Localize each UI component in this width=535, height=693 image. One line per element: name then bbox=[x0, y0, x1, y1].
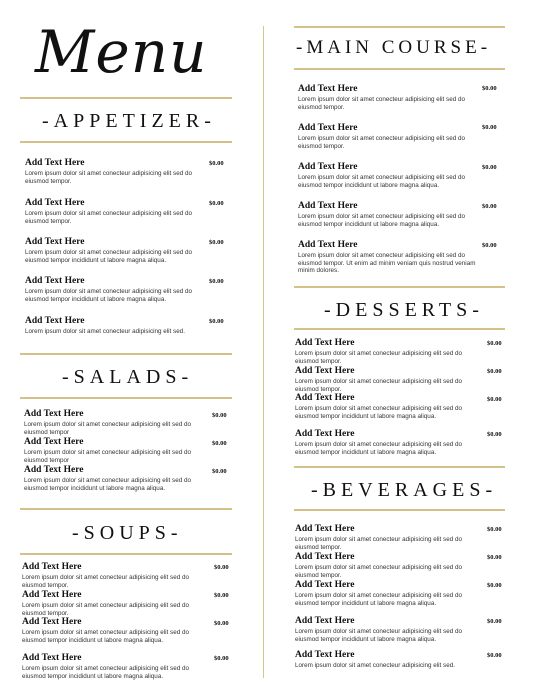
item-price: $0.00 bbox=[209, 278, 224, 285]
item-price: $0.00 bbox=[212, 440, 227, 447]
menu-item bbox=[25, 276, 205, 303]
menu-item bbox=[295, 393, 483, 420]
menu-item bbox=[22, 653, 210, 680]
item-description: Lorem ipsum dolor sit amet conecteur adipisicing elit sed do eiusmod tempor. bbox=[22, 574, 189, 589]
section-rule bbox=[294, 509, 505, 511]
item-price: $0.00 bbox=[482, 242, 497, 249]
item-name: Add Text Here bbox=[22, 562, 82, 572]
item-name: Add Text Here bbox=[295, 552, 355, 562]
item-description: Lorem ipsum dolor sit amet conecteur adipisicing elit sed do eiusmod tempor. bbox=[22, 602, 189, 617]
section-rule bbox=[20, 97, 232, 99]
item-description: Lorem ipsum dolor sit amet conecteur adipisicing elit sed do eiusmod tempor. bbox=[295, 564, 462, 579]
menu-item bbox=[298, 162, 480, 189]
item-price: $0.00 bbox=[487, 652, 502, 659]
item-price: $0.00 bbox=[487, 554, 502, 561]
item-price: $0.00 bbox=[209, 200, 224, 207]
item-name: Add Text Here bbox=[24, 437, 84, 447]
menu-item bbox=[295, 580, 483, 607]
section-rule bbox=[20, 397, 232, 399]
item-price: $0.00 bbox=[212, 468, 227, 475]
item-price: $0.00 bbox=[214, 592, 229, 599]
menu-item bbox=[295, 524, 483, 551]
item-description: Lorem ipsum dolor sit amet conecteur adipisicing elit sed do eiusmod tempor bbox=[24, 421, 191, 436]
item-price: $0.00 bbox=[487, 582, 502, 589]
item-price: $0.00 bbox=[214, 655, 229, 662]
item-price: $0.00 bbox=[482, 203, 497, 210]
menu-item bbox=[25, 316, 205, 336]
desserts-heading: -DESSERTS- bbox=[324, 299, 484, 321]
section-rule bbox=[20, 141, 232, 143]
menu-item bbox=[295, 429, 483, 456]
menu-item bbox=[25, 237, 205, 264]
item-price: $0.00 bbox=[209, 160, 224, 167]
item-price: $0.00 bbox=[487, 396, 502, 403]
menu-item bbox=[25, 198, 205, 225]
item-description: Lorem ipsum dolor sit amet conecteur adipisicing elit sed do eiusmod tempor. bbox=[295, 378, 462, 393]
item-description: Lorem ipsum dolor sit amet conecteur adipisicing elit sed. bbox=[25, 328, 185, 335]
item-price: $0.00 bbox=[487, 526, 502, 533]
item-description: Lorem ipsum dolor sit amet conecteur adipisicing elit sed do eiusmod tempor bbox=[24, 449, 191, 464]
item-name: Add Text Here bbox=[295, 393, 355, 403]
item-name: Add Text Here bbox=[295, 429, 355, 439]
section-rule bbox=[20, 353, 232, 355]
item-name: Add Text Here bbox=[295, 366, 355, 376]
appetizer-heading: -APPETIZER- bbox=[42, 110, 216, 132]
item-name: Add Text Here bbox=[295, 524, 355, 534]
item-price: $0.00 bbox=[487, 431, 502, 438]
menu-item bbox=[298, 240, 480, 275]
item-price: $0.00 bbox=[487, 368, 502, 375]
section-rule bbox=[294, 26, 505, 28]
item-description: Lorem ipsum dolor sit amet conecteur adipisicing elit sed do eiusmod tempor incididunt ut labore magna aliqua. bbox=[25, 288, 192, 303]
beverages-heading: -BEVERAGES- bbox=[311, 479, 498, 501]
item-description: Lorem ipsum dolor sit amet conecteur adipisicing elit sed do eiusmod tempor. bbox=[25, 210, 192, 225]
item-description: Lorem ipsum dolor sit amet conecteur adipisicing elit sed do eiusmod tempor incididunt ut labore magna aliqua. bbox=[24, 477, 191, 492]
item-description: Lorem ipsum dolor sit amet conecteur adipisicing elit sed do eiusmod tempor. bbox=[298, 135, 465, 150]
item-name: Add Text Here bbox=[25, 276, 85, 286]
item-description: Lorem ipsum dolor sit amet conecteur adipisicing elit sed do eiusmod tempor. bbox=[295, 536, 462, 551]
item-description: Lorem ipsum dolor sit amet conecteur adipisicing elit sed do eiusmod tempor. bbox=[295, 350, 462, 365]
menu-item bbox=[298, 123, 480, 150]
item-description: Lorem ipsum dolor sit amet conecteur adipisicing elit sed. bbox=[295, 662, 455, 669]
item-name: Add Text Here bbox=[22, 653, 82, 663]
item-name: Add Text Here bbox=[24, 465, 84, 475]
item-price: $0.00 bbox=[482, 85, 497, 92]
item-price: $0.00 bbox=[212, 412, 227, 419]
item-name: Add Text Here bbox=[298, 201, 358, 211]
column-divider bbox=[263, 26, 264, 678]
item-price: $0.00 bbox=[487, 618, 502, 625]
section-rule bbox=[294, 286, 505, 288]
item-name: Add Text Here bbox=[295, 650, 355, 660]
item-price: $0.00 bbox=[482, 164, 497, 171]
item-description: Lorem ipsum dolor sit amet conecteur adipisicing elit sed do eiusmod tempor incididunt ut labore magna aliqua. bbox=[298, 174, 465, 189]
menu-item bbox=[298, 201, 480, 228]
section-rule bbox=[20, 508, 232, 510]
item-description: Lorem ipsum dolor sit amet conecteur adipisicing elit sed do eiusmod tempor incididunt ut labore magna aliqua. bbox=[295, 628, 462, 643]
item-name: Add Text Here bbox=[295, 616, 355, 626]
item-name: Add Text Here bbox=[24, 409, 84, 419]
item-description: Lorem ipsum dolor sit amet conecteur adipisicing elit sed do eiusmod tempor incididunt ut labore magna aliqua. bbox=[298, 213, 465, 228]
main-course-heading: -MAIN COURSE- bbox=[296, 37, 492, 58]
menu-item bbox=[24, 465, 208, 492]
menu-item bbox=[22, 562, 210, 589]
menu-item bbox=[24, 437, 208, 464]
item-price: $0.00 bbox=[214, 564, 229, 571]
item-price: $0.00 bbox=[214, 620, 229, 627]
item-name: Add Text Here bbox=[298, 84, 358, 94]
item-description: Lorem ipsum dolor sit amet conecteur adipisicing elit sed do eiusmod tempor incididunt ut labore magna aliqua. bbox=[295, 441, 462, 456]
item-name: Add Text Here bbox=[298, 162, 358, 172]
item-price: $0.00 bbox=[209, 318, 224, 325]
item-price: $0.00 bbox=[487, 340, 502, 347]
item-description: Lorem ipsum dolor sit amet conecteur adipisicing elit sed do eiusmod tempor incididunt ut labore magna aliqua. bbox=[22, 629, 189, 644]
item-name: Add Text Here bbox=[298, 123, 358, 133]
menu-item bbox=[22, 590, 210, 617]
menu-item bbox=[24, 409, 208, 436]
item-description: Lorem ipsum dolor sit amet conecteur adipisicing elit sed do eiusmod tempor. bbox=[25, 170, 192, 185]
item-name: Add Text Here bbox=[295, 338, 355, 348]
menu-item bbox=[295, 366, 483, 393]
item-name: Add Text Here bbox=[25, 158, 85, 168]
menu-item bbox=[295, 650, 483, 670]
menu-item bbox=[25, 158, 205, 185]
section-rule bbox=[294, 466, 505, 468]
section-rule bbox=[294, 68, 505, 70]
section-rule bbox=[20, 553, 232, 555]
item-name: Add Text Here bbox=[22, 617, 82, 627]
menu-title: Menu bbox=[35, 18, 208, 86]
item-price: $0.00 bbox=[482, 124, 497, 131]
item-description: Lorem ipsum dolor sit amet conecteur adipisicing elit sed do eiusmod tempor incididunt ut labore magna aliqua. bbox=[295, 592, 462, 607]
salads-heading: -SALADS- bbox=[62, 366, 194, 388]
item-name: Add Text Here bbox=[25, 237, 85, 247]
section-rule bbox=[294, 328, 505, 330]
item-price: $0.00 bbox=[209, 239, 224, 246]
menu-item bbox=[295, 552, 483, 579]
item-name: Add Text Here bbox=[22, 590, 82, 600]
item-name: Add Text Here bbox=[298, 240, 358, 250]
menu-item bbox=[295, 616, 483, 643]
item-name: Add Text Here bbox=[295, 580, 355, 590]
item-name: Add Text Here bbox=[25, 316, 85, 326]
menu-item bbox=[298, 84, 480, 111]
menu-item bbox=[22, 617, 210, 644]
item-description: Lorem ipsum dolor sit amet conecteur adipisicing elit sed do eiusmod tempor. bbox=[298, 96, 465, 111]
item-description: Lorem ipsum dolor sit amet conecteur adipisicing elit sed do eiusmod tempor. Ut enim ad minim veniam quis nostrud veniam minim dolores. bbox=[298, 252, 476, 274]
item-description: Lorem ipsum dolor sit amet conecteur adipisicing elit sed do eiusmod tempor incididunt ut labore magna aliqua. bbox=[295, 405, 462, 420]
item-description: Lorem ipsum dolor sit amet conecteur adipisicing elit sed do eiusmod tempor incididunt ut labore magna aliqua. bbox=[22, 665, 189, 680]
menu-item bbox=[295, 338, 483, 365]
item-description: Lorem ipsum dolor sit amet conecteur adipisicing elit sed do eiusmod tempor incididunt ut labore magna aliqua. bbox=[25, 249, 192, 264]
item-name: Add Text Here bbox=[25, 198, 85, 208]
soups-heading: -SOUPS- bbox=[72, 522, 183, 544]
